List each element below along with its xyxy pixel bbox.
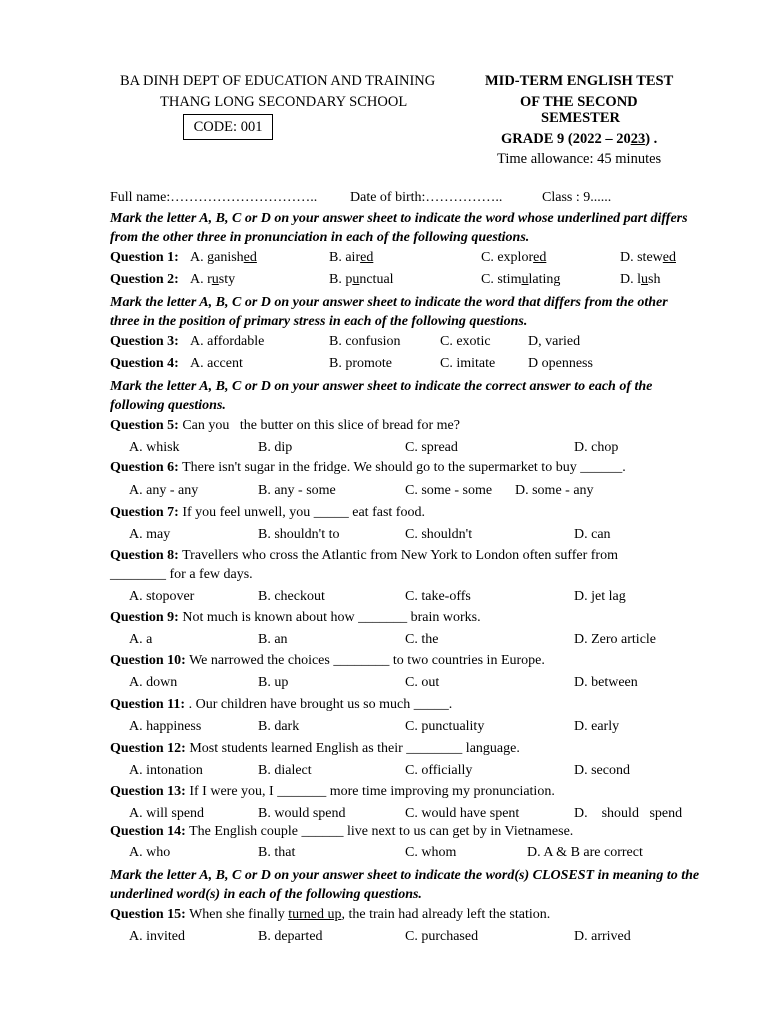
option-c: C. the	[405, 632, 439, 647]
option-a: A. invited	[129, 929, 185, 944]
option-c: C. exotic	[440, 334, 491, 349]
option-b: B. would spend	[258, 806, 346, 821]
option-b: B. punctual	[329, 272, 394, 287]
question-5: Question 5: Can you the butter on this slice of bread for me?	[110, 418, 460, 433]
option-a: A. intonation	[129, 763, 203, 778]
option-a: A. ganished	[190, 250, 257, 265]
option-c: C. shouldn't	[405, 527, 473, 542]
option-a: A. whisk	[129, 440, 180, 455]
option-c: C. whom	[405, 845, 457, 860]
option-c: C. punctuality	[405, 719, 485, 734]
option-b: B. shouldn't to	[258, 527, 340, 542]
option-b: B. that	[258, 845, 296, 860]
question-label: Question 4:	[110, 356, 179, 371]
question-label: Question 3:	[110, 334, 179, 349]
option-b: B. up	[258, 675, 289, 690]
semester-line-2: SEMESTER	[541, 110, 620, 126]
option-d: D. second	[574, 763, 630, 778]
question-label: Question 1:	[110, 250, 179, 265]
option-c: C. stimulating	[481, 272, 561, 287]
question-6: Question 6: There isn't sugar in the fridge. We should go to the supermarket to buy ______.	[110, 460, 626, 475]
class-field: Class : 9......	[542, 190, 612, 205]
question-15: Question 15: When she finally turned up, the train had already left the station.	[110, 907, 551, 922]
exam-code: CODE: 001	[183, 114, 273, 140]
question-11: Question 11: . Our children have brought us so much _____.	[110, 697, 453, 712]
option-d: D. arrived	[574, 929, 631, 944]
option-d: D, varied	[528, 334, 581, 349]
instruction-closest: Mark the letter A, B, C or D on your answer sheet to indicate the word(s) CLOSEST in meaning to the underlined word(s) in each of the following questions.	[110, 868, 700, 902]
option-a: A. who	[129, 845, 171, 860]
option-c: C. out	[405, 675, 440, 690]
department-name: BA DINH DEPT OF EDUCATION AND TRAINING	[120, 73, 436, 89]
option-d: D. some - any	[515, 483, 594, 498]
option-c: C. explored	[481, 250, 547, 265]
instruction-correct-answer: Mark the letter A, B, C or D on your answer sheet to indicate the correct answer to each of the following questions.	[110, 379, 653, 413]
grade-line: GRADE 9 (2022 – 2023) .	[501, 131, 658, 147]
full-name-field: Full name:…………………………..	[110, 190, 318, 205]
option-d: D. Zero article	[574, 632, 657, 647]
option-c: C. spread	[405, 440, 458, 455]
option-c: C. purchased	[405, 929, 479, 944]
option-b: B. aired	[329, 250, 374, 265]
option-a: A. a	[129, 632, 153, 647]
option-d: D openness	[528, 356, 593, 371]
option-b: B. dark	[258, 719, 300, 734]
option-a: A. accent	[190, 356, 243, 371]
option-d: D. between	[574, 675, 638, 690]
question-10: Question 10: We narrowed the choices ________ to two countries in Europe.	[110, 653, 545, 668]
question-12: Question 12: Most students learned English as their ________ language.	[110, 741, 520, 756]
instruction-pronunciation: Mark the letter A, B, C or D on your answer sheet to indicate the word whose underlined part differs from the other three in pronunciation in each of the following questions.	[110, 211, 688, 245]
option-d: D. can	[574, 527, 611, 542]
option-a: A. happiness	[129, 719, 202, 734]
option-d: D. jet lag	[574, 589, 626, 604]
option-b: B. departed	[258, 929, 323, 944]
option-c: C. officially	[405, 763, 473, 778]
option-a: A. may	[129, 527, 171, 542]
option-d: D. should spend	[574, 806, 683, 821]
question-8-continued: ________ for a few days.	[110, 567, 253, 582]
option-a: A. will spend	[129, 806, 205, 821]
option-d: D. chop	[574, 440, 619, 455]
option-b: B. an	[258, 632, 288, 647]
option-a: A. any - any	[129, 483, 199, 498]
time-allowance: Time allowance: 45 minutes	[497, 151, 662, 167]
school-name: THANG LONG SECONDARY SCHOOL	[160, 94, 408, 110]
option-c: C. would have spent	[405, 806, 520, 821]
question-8: Question 8: Travellers who cross the Atlantic from New York to London often suffer from	[110, 548, 618, 563]
semester-line-1: OF THE SECOND	[520, 94, 638, 110]
question-label: Question 2:	[110, 272, 179, 287]
option-b: B. promote	[329, 356, 392, 371]
instruction-stress: Mark the letter A, B, C or D on your answer sheet to indicate the word that differs from the other three in the position of primary stress in each of the following questions.	[110, 295, 668, 329]
option-d: D. A & B are correct	[527, 845, 643, 860]
question-14: Question 14: The English couple ______ live next to us can get by in Vietnamese.	[110, 824, 574, 839]
test-title: MID-TERM ENGLISH TEST	[485, 73, 674, 89]
option-a: A. stopover	[129, 589, 195, 604]
question-7: Question 7: If you feel unwell, you _____ eat fast food.	[110, 505, 425, 520]
option-c: C. some - some	[405, 483, 493, 498]
option-d: D. early	[574, 719, 620, 734]
option-c: C. take-offs	[405, 589, 471, 604]
option-d: D. stewed	[620, 250, 676, 265]
option-b: B. checkout	[258, 589, 325, 604]
option-a: A. affordable	[190, 334, 265, 349]
option-b: B. any - some	[258, 483, 336, 498]
option-a: A. rusty	[190, 272, 236, 287]
option-d: D. lush	[620, 272, 661, 287]
option-b: B. dip	[258, 440, 293, 455]
option-b: B. dialect	[258, 763, 312, 778]
question-13: Question 13: If I were you, I _______ more time improving my pronunciation.	[110, 784, 555, 799]
option-b: B. confusion	[329, 334, 401, 349]
date-of-birth-field: Date of birth:……………..	[350, 190, 503, 205]
question-9: Question 9: Not much is known about how _______ brain works.	[110, 610, 481, 625]
option-a: A. down	[129, 675, 178, 690]
option-c: C. imitate	[440, 356, 496, 371]
